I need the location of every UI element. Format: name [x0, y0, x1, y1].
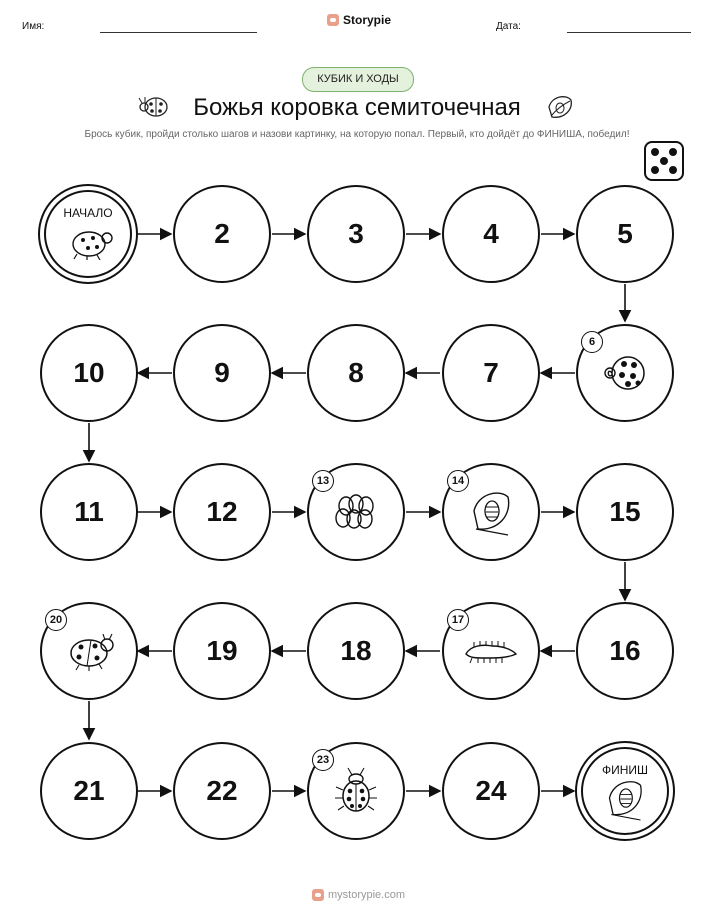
board-cell-24: 24 [442, 742, 540, 840]
board-cell-5: 5 [576, 185, 674, 283]
board-cell-22: 22 [173, 742, 271, 840]
ladybug-eggs-icon [331, 492, 381, 532]
cell-number-chip: 6 [581, 331, 603, 353]
finish-label: ФИНИШ [601, 763, 649, 777]
game-type-badge: КУБИК И ХОДЫ [302, 67, 414, 92]
larva-icon [462, 638, 520, 664]
board-cell-8: 8 [307, 324, 405, 422]
ladybug-larva-icon [63, 224, 113, 260]
board-cell-23 [307, 742, 405, 840]
board-cell-15: 15 [576, 463, 674, 561]
pupa-on-leaf-icon [468, 487, 514, 537]
pupa-on-leaf-icon [604, 776, 646, 822]
footer [312, 889, 405, 901]
board-cell-finish [575, 741, 675, 841]
board-cell-11: 11 [40, 463, 138, 561]
board-cell-14 [442, 463, 540, 561]
page-title: Божья коровка семиточечная [193, 94, 521, 121]
board-cell-13 [307, 463, 405, 561]
cell-number-chip: 14 [447, 470, 469, 492]
ladybug-spotted-icon [602, 353, 648, 393]
board-cell-9: 9 [173, 324, 271, 422]
ladybug-top-icon [333, 766, 379, 816]
board-cell-7: 7 [442, 324, 540, 422]
cell-number-chip: 23 [312, 749, 334, 771]
cell-number-chip: 20 [45, 609, 67, 631]
board-cell-16: 16 [576, 602, 674, 700]
board-cell-19: 19 [173, 602, 271, 700]
brand-name: Storypie [343, 13, 392, 27]
board-cell-4: 4 [442, 185, 540, 283]
board-cell-3: 3 [307, 185, 405, 283]
cell-number-chip: 17 [447, 609, 469, 631]
date-label: Дата: [496, 21, 521, 32]
board-cell-18: 18 [307, 602, 405, 700]
cell-number-chip: 13 [312, 470, 334, 492]
board-cell-start [38, 184, 138, 284]
name-label: Имя: [22, 21, 45, 32]
board-cell-17 [442, 602, 540, 700]
instructions: Брось кубик, пройди столько шагов и назови картинку, на которую попал. Первый, кто дойдёт до ФИНИША, победил! [84, 129, 630, 140]
footer-url[interactable]: mystorypie.com [328, 889, 406, 901]
board-cell-6 [576, 324, 674, 422]
start-label: НАЧАЛО [63, 206, 113, 220]
board-cell-10: 10 [40, 324, 138, 422]
ladybug-icon [61, 631, 117, 671]
board-cell-20 [40, 602, 138, 700]
board-cell-12: 12 [173, 463, 271, 561]
board-cell-2: 2 [173, 185, 271, 283]
board-cell-21: 21 [40, 742, 138, 840]
storypie-logo-icon [312, 889, 324, 901]
